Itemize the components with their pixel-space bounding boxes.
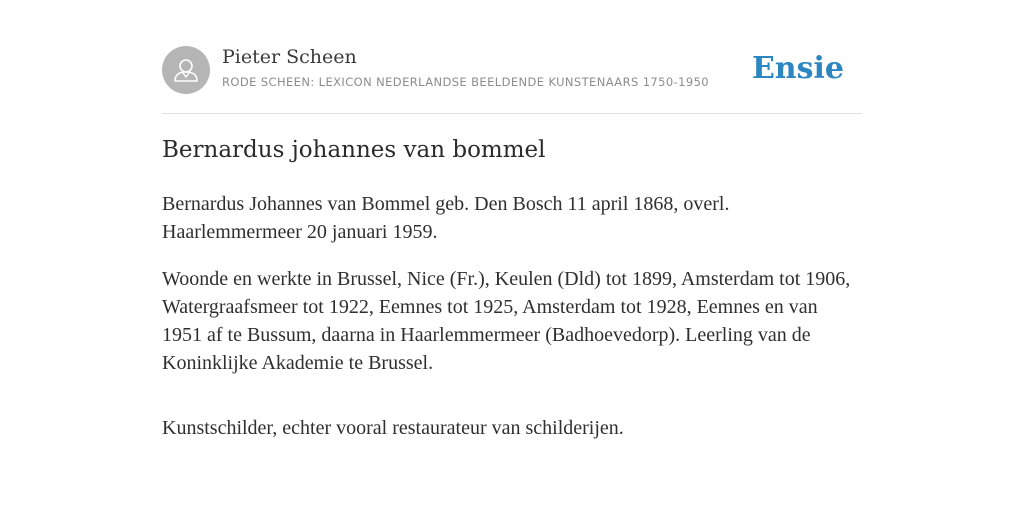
entry-paragraph: Woonde en werkte in Brussel, Nice (Fr.), Keulen (Dld) tot 1899, Amsterdam tot 1906, Watergraafsmeer tot 1922, Eemnes tot 1925, Amsterdam tot 1928, Eemnes en van 1951 af te Bussum, daarna in Haarlemmermeer (Badhoevedorp). Leerling van de Koninklijke Akademie te Brussel. — [162, 268, 851, 374]
entry-paragraph: Bernardus Johannes van Bommel geb. Den Bosch 11 april 1868, overl. Haarlemmermeer 20 januari 1959. — [162, 193, 730, 243]
entry-title: Bernardus johannes van bommel — [162, 137, 546, 163]
author-name[interactable]: Pieter Scheen — [222, 46, 357, 68]
entry-paragraph: Kunstschilder, echter vooral restaurateur van schilderijen. — [162, 417, 624, 439]
header-divider — [162, 113, 862, 114]
author-avatar[interactable] — [162, 46, 210, 94]
entry-body — [162, 190, 862, 461]
entry-card — [162, 0, 862, 512]
user-icon — [162, 46, 210, 94]
entry-header — [162, 46, 862, 96]
ensie-logo[interactable]: Ensie — [751, 51, 844, 86]
source-name[interactable]: RODE SCHEEN: LEXICON NEDERLANDSE BEELDENDE KUNSTENAARS 1750-1950 — [222, 75, 709, 89]
